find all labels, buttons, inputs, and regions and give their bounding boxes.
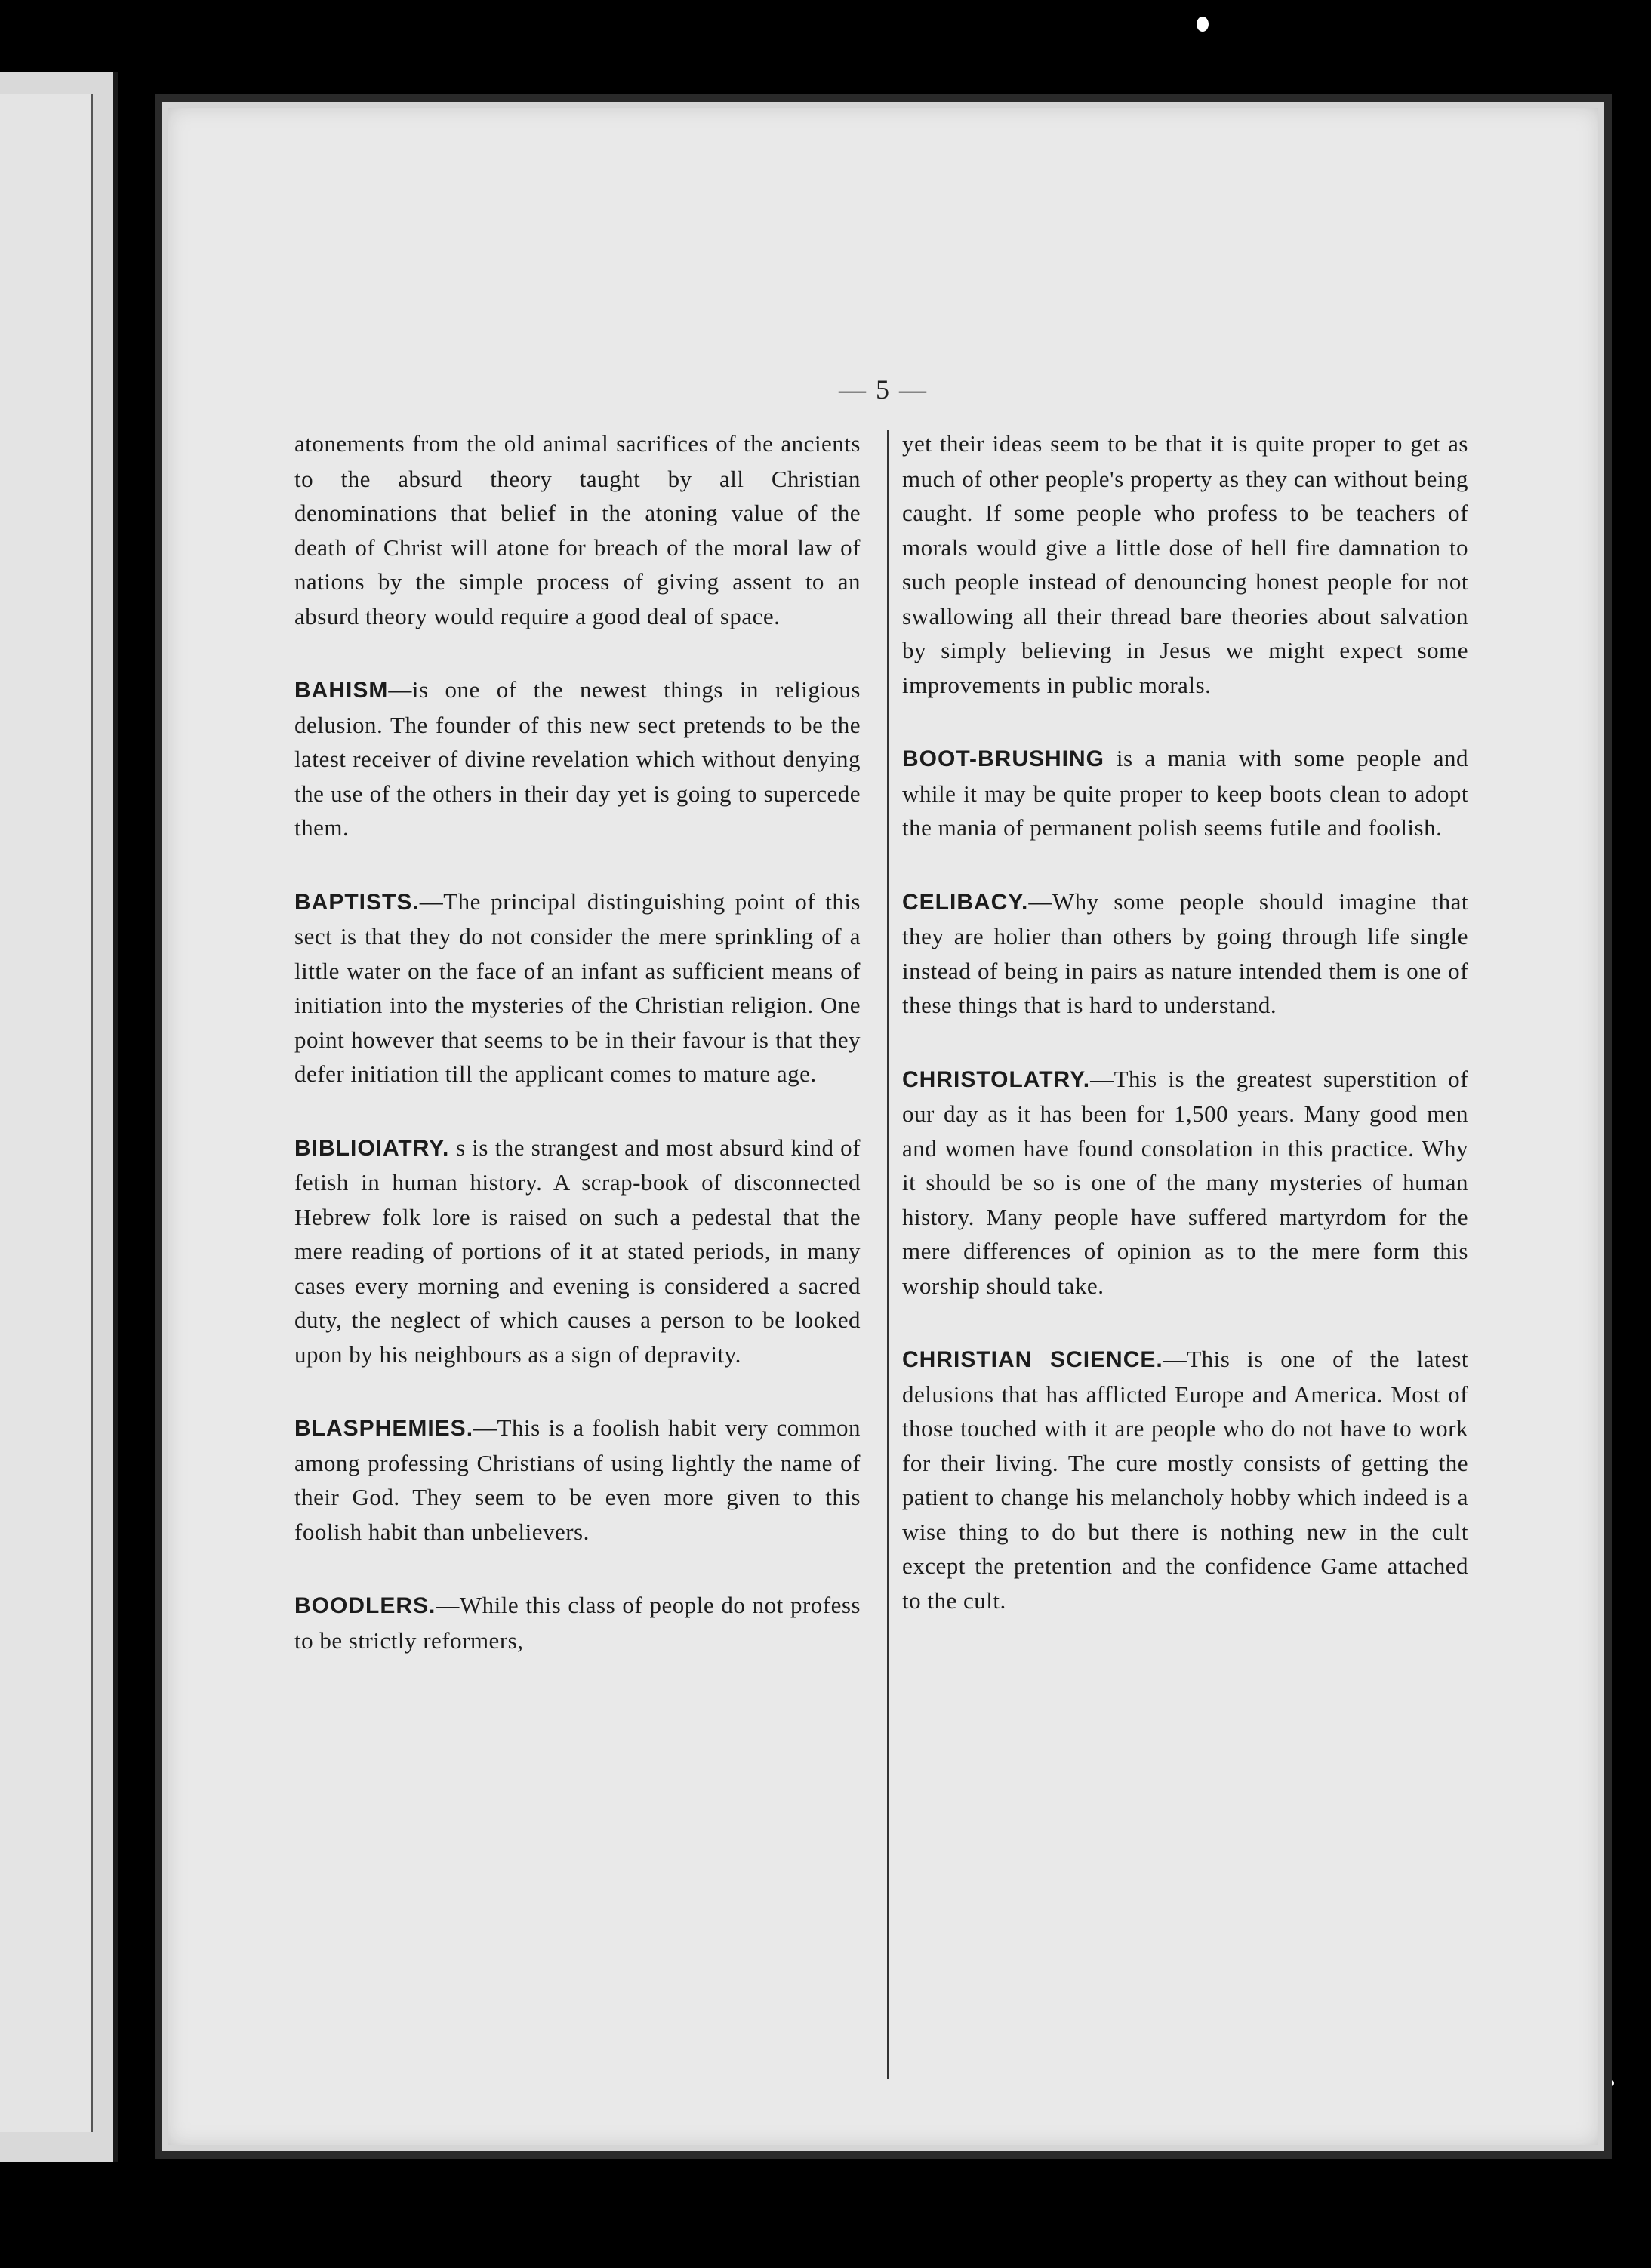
entry-boot-brushing [902,741,1468,845]
entry-text: yet their ideas seem to be that it is quite proper to get as much of other people's property as they can without being caught. If some people who profess to be teachers of morals would give a little dose of hell fire damnation to such people instead of denouncing honest people for not swallowing all their thread bare theories about salvation by simply believing in Jesus we might expect some improvements in public morals. [902,430,1468,698]
entry-heading: BIBLIOIATRY. [294,1135,450,1161]
entry-christolatry [902,1062,1468,1303]
entry-biblioiatry [294,1131,861,1372]
page-number: — 5 — [839,374,928,405]
entry-text: —This is the greatest superstition of our day as it has been for 1,500 years. Many good men and women have found consolation in this practice. Why it should be so is one of the many mysteries of human history. Many people have suffered martyrdom for the mere differences of opinion as to the mere form this worship should take. [902,1065,1468,1299]
adjacent-page-edge [0,72,118,2162]
document-page [155,94,1612,2159]
entry-text: —This is one of the latest delusions that has afflicted Europe and America. Most of those touched with it are people who do not have to work for their living. The cure mostly consists of getting the patient to change his melancholy hobby which indeed is a wise thing to do but there is nothing new in the cult except the pretention and the confidence Game attached to the cult. [902,1346,1468,1614]
entry-text: —The principal distinguishing point of this sect is that they do not consider the mere sprinkling of a little water on the face of an infant as sufficient means of initiation into the mysteries of the Christian religion. One point however that seems to be in their favour is that they defer initiation till the applicant comes to mature age. [294,888,861,1087]
entry-heading: BOODLERS. [294,1593,436,1618]
entry-celibacy [902,885,1468,1023]
adjacent-page-inner [0,94,93,2132]
entry-text: is a mania with some people and while it may be quite proper to keep boots clean to adopt the mania of permanent polish seems futile and foolish. [902,745,1468,841]
entry-heading: CHRISTOLATRY. [902,1066,1091,1092]
entry-boodlers [294,1588,861,1657]
entry-text: —While this class of people do not profess to be strictly reformers, [294,1592,861,1654]
right-column [902,426,1468,1657]
entry-heading: BLASPHEMIES. [294,1416,474,1441]
left-column [294,426,861,1697]
entry-continuation [902,426,1468,702]
film-speck [1197,17,1209,32]
entry-heading: BOOT-BRUSHING [902,746,1104,771]
entry-heading: BAHISM [294,678,389,703]
entry-bahism [294,672,861,845]
entry-text: —is one of the newest things in religious delusion. The founder of this new sect pretends to be the latest receiver of divine revelation which without denying the use of the others in their day yet is going to supercede them. [294,676,861,841]
entry-heading: CELIBACY. [902,889,1029,915]
entry-text: s is the strangest and most absurd kind of fetish in human history. A scrap-book of disconnected Hebrew folk lore is raised on such a pedestal that the mere reading of portions of it at stated periods, in many cases every morning and evening is considered a sacred duty, the neglect of which causes a person to be looked upon by his neighbours as a sign of depravity. [294,1134,861,1368]
entry-christian-science [902,1342,1468,1617]
entry-text: atonements from the old animal sacrifices of the ancients to the absurd theory taught by all Christian denominations that belief in the atoning value of the death of Christ will atone for breach of the moral law of nations by the simple process of giving assent to an absurd theory would require a good deal of space. [294,430,861,629]
entry-text: —This is a foolish habit very common among professing Christians of using lightly the name of their God. They seem to be even more given to this foolish habit than unbelievers. [294,1414,861,1545]
entry-text: —Why some people should imagine that they are holier than others by going through life single instead of being in pairs as nature intended them is one of these things that is hard to understand. [902,888,1468,1018]
entry-blasphemies [294,1411,861,1549]
entry-heading: CHRISTIAN SCIENCE. [902,1347,1163,1372]
entry-baptists [294,885,861,1091]
entry-continuation [294,426,861,633]
entry-heading: BAPTISTS. [294,889,420,915]
column-divider [887,430,889,2079]
